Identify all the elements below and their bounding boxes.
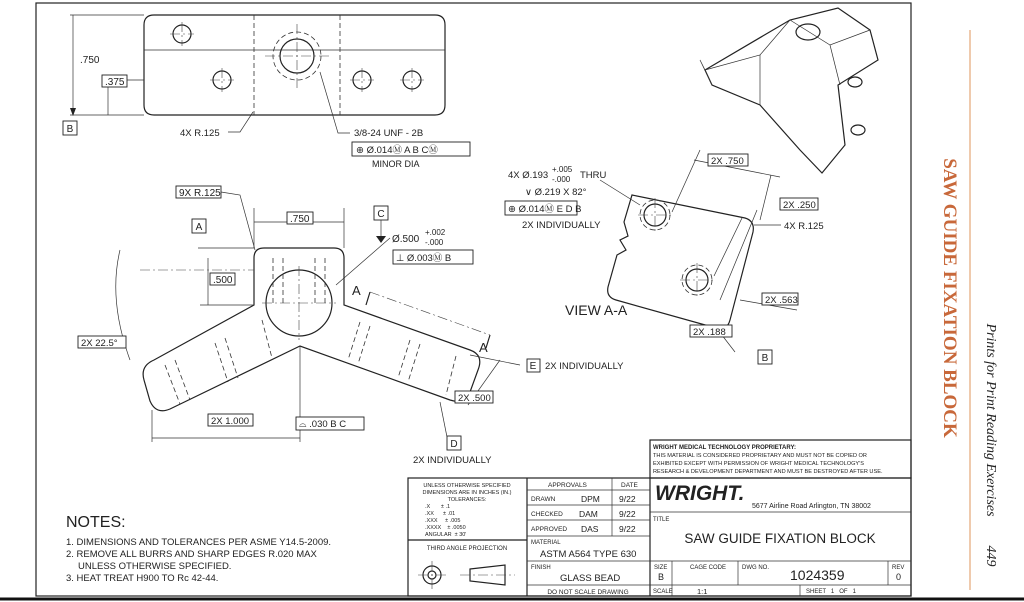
approved-by: DAS [581,524,599,534]
datum-b-view: B [761,353,769,364]
bore-diameter: Ø.500 [392,234,420,245]
unless-line-1: UNLESS OTHERWISE SPECIFIED [423,483,511,489]
svg-text:449: 449 [983,545,998,567]
checked-label: CHECKED [531,511,563,518]
unless-line-2: DIMENSIONS ARE IN INCHES (IN.) [422,490,512,496]
size-label: SIZE [654,565,668,571]
approved-label: APPROVED [531,526,568,533]
hole-callout: 4X Ø.193 [508,170,549,181]
title-label: TITLE [653,517,670,523]
tolerance-angular: ANGULAR ± 30' [425,532,467,538]
proprietary-heading: WRIGHT MEDICAL TECHNOLOGY PROPRIETARY: [653,445,797,451]
dim-750-top: .750 [80,55,100,66]
datum-a-label: A [195,222,203,233]
company-logo: WRIGHT. [655,482,745,505]
book-title [983,322,998,517]
note-1: 1. DIMENSIONS AND TOLERANCES PER ASME Y14.5-2009. [66,537,332,548]
dim-1000-2x: 2X 1.000 [211,416,250,427]
finish-label: FINISH [531,565,551,571]
company-address: 5677 Airline Road Arlington, TN 38002 [752,503,871,510]
dim-375: .375 [105,77,125,88]
cage-code-label: CAGE CODE [690,565,727,571]
datum-d-individually: 2X INDIVIDUALLY [413,455,492,466]
date-header: DATE [621,482,638,489]
checked-by: DAM [579,509,598,519]
tolerance-xxxx: .XXXX ± .0050 [425,525,466,531]
hole-thru: THRU [580,170,607,181]
scale-label: SCALE [653,589,673,595]
dim-750-front: .750 [290,214,310,225]
countersink-callout: ∨ Ø.219 X 82° [525,187,587,198]
radius-4x-callout: 4X R.125 [180,128,220,139]
note-3: 3. HEAT TREAT H900 TO Rc 42-44. [66,573,219,584]
dim-188: 2X .188 [693,327,726,338]
dim-500: .500 [213,275,233,286]
size-value: B [658,572,665,582]
proprietary-line-3: RESEARCH & DEVELOPMENT DEPARTMENT AND MUST BE DESTROYED AFTER USE. [653,469,883,475]
view-a-a [600,150,797,352]
hole-position-tolerance: ⊕ Ø.014Ⓜ E D B [508,204,582,215]
datum-c-label: C [377,209,385,220]
approvals-header: APPROVALS [548,482,587,489]
approved-date: 9/22 [619,524,636,534]
profile-tolerance: ⌓ .030 B C [299,419,347,430]
dim-750-view: 2X .750 [711,156,744,167]
datum-d-label: D [450,439,458,450]
isometric-view [700,8,878,173]
hole-tol-minus: -.000 [552,175,571,184]
tolerance-xx: .XX ± .01 [425,511,456,517]
front-view [116,208,520,442]
dim-500-2x: 2X .500 [458,393,491,404]
checked-date: 9/22 [619,509,636,519]
dim-250: 2X .250 [783,200,816,211]
datum-e-individually: 2X INDIVIDUALLY [545,361,624,372]
bore-perpendicularity: ⊥ Ø.003Ⓜ B [396,253,452,264]
drawn-date: 9/22 [619,494,636,504]
no-scale-note: DO NOT SCALE DRAWING [547,589,629,596]
datum-b-label: B [66,124,74,135]
drawn-label: DRAWN [531,496,556,503]
dim-563: 2X .563 [765,295,798,306]
chapter-title [939,158,960,438]
proprietary-line-1: THIS MATERIAL IS CONSIDERED PROPRIETARY AND MUST NOT BE COPIED OR [653,453,867,459]
thread-position-tolerance: ⊕ Ø.014Ⓜ A B CⓂ [356,145,438,156]
tolerance-xxx: .XXX ± .005 [425,518,461,524]
drawing-title: SAW GUIDE FIXATION BLOCK [684,531,876,546]
hole-tol-plus: +.005 [552,165,573,174]
hole-individually: 2X INDIVIDUALLY [522,220,601,231]
minor-dia-label: MINOR DIA [372,159,420,169]
rev-value: 0 [896,572,902,582]
drawn-by: DPM [581,494,600,504]
tolerance-x: .X ± .1 [425,504,451,510]
scale-value: 1:1 [697,587,708,596]
proprietary-line-2: EXHIBITED EXCEPT WITH PERMISSION OF WRIGHT MEDICAL TECHNOLOGY'S [653,461,864,467]
svg-text:SAW GUIDE FIXATION BLOCK: SAW GUIDE FIXATION BLOCK [939,158,960,438]
dwg-no-label: DWG NO. [742,565,769,571]
bore-tol-minus: -.000 [425,238,444,247]
unless-line-3: TOLERANCES: [447,497,487,503]
angle-callout: 2X 22.5° [81,338,118,349]
material-label: MATERIAL [531,540,561,546]
view-a-a-label: VIEW A-A [565,302,628,318]
sheet-count: SHEET 1 OF 1 [806,589,856,595]
material-value: ASTM A564 TYPE 630 [540,549,637,560]
top-view [70,15,445,116]
section-a-label-top: A [352,283,361,298]
thread-callout: 3/8-24 UNF - 2B [354,128,424,139]
page-number [983,546,998,567]
note-2: 2. REMOVE ALL BURRS AND SHARP EDGES R.020 MAX [66,549,317,560]
finish-value: GLASS BEAD [560,573,621,584]
rev-label: REV [892,565,905,571]
notes-title: NOTES: [66,514,126,531]
radius-view-callout: 4X R.125 [784,221,824,232]
svg-text:Prints for Print Reading Exerc: Prints for Print Reading Exercises [983,323,998,517]
bore-tol-plus: +.002 [425,228,446,237]
datum-e-label: E [529,361,537,372]
section-a-label-bottom: A [479,340,488,355]
radius-9x-callout: 9X R.125 [179,188,221,199]
drawing-number: 1024359 [790,567,845,583]
note-2-cont: UNLESS OTHERWISE SPECIFIED. [78,561,232,572]
third-angle-label: THIRD ANGLE PROJECTION [426,546,508,552]
